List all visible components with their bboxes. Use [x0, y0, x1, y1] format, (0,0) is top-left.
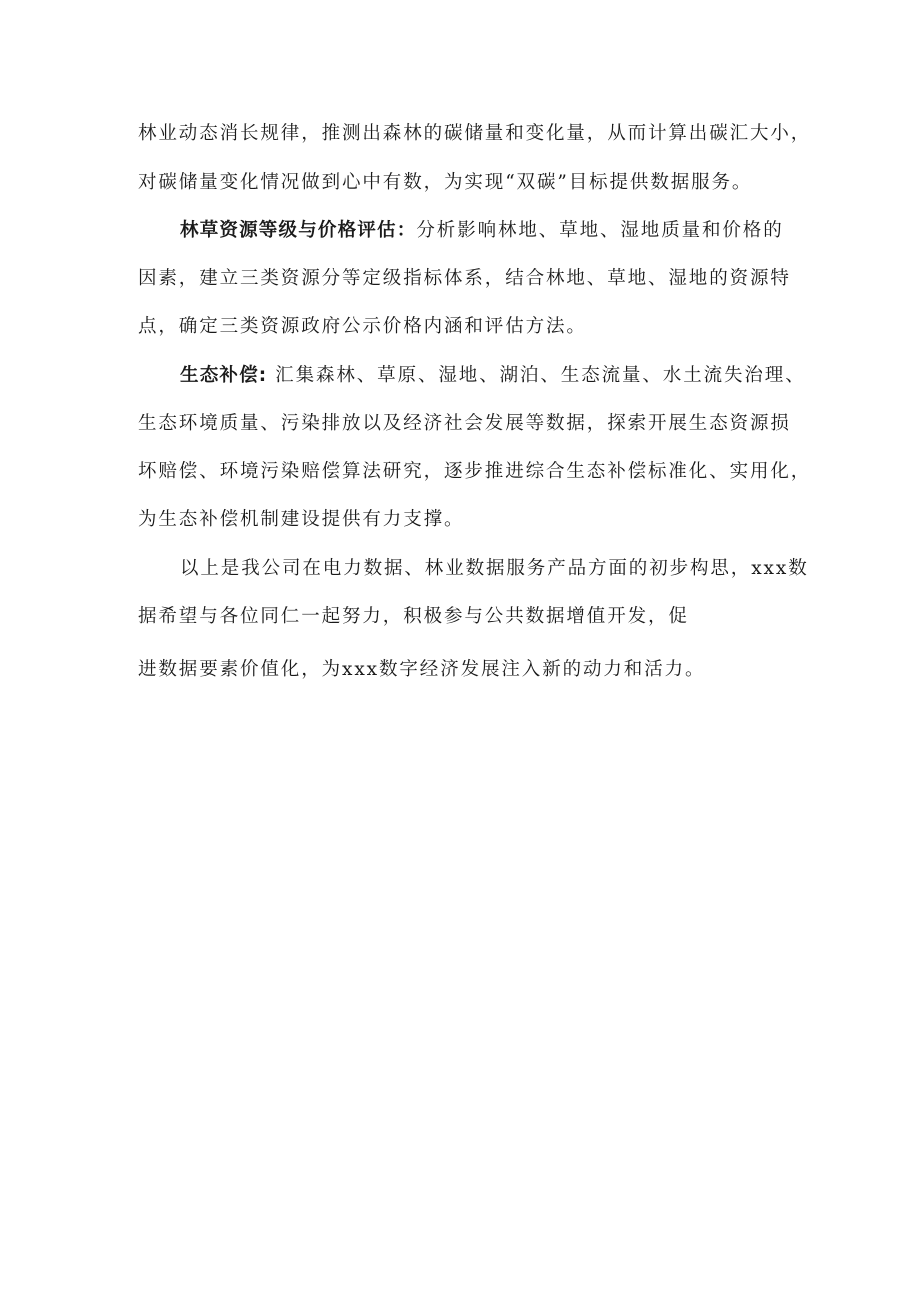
para3-line2: 生态环境质量、污染排放以及经济社会发展等数据，探索开展生态资源损: [138, 413, 791, 434]
para3-line4: 为生态补偿机制建设提供有力支撑。: [138, 509, 465, 530]
para4-line2: 据希望与各位同仁一起努力，积极参与公共数据增值开发，促: [138, 606, 689, 627]
para4-line1: 以上是我公司在电力数据、林业数据服务产品方面的初步构思，xxx数: [180, 558, 809, 579]
para2-line3: 点，确定三类资源政府公示价格内涵和评估方法。: [138, 316, 587, 337]
para3-heading: 生态补偿:: [180, 365, 268, 386]
para2-line2: 因素，建立三类资源分等定级指标体系，结合林地、草地、湿地的资源特: [138, 268, 791, 289]
para2-line1: [180, 219, 784, 243]
para1-line1: 林业动态消长规律，推测出森林的碳储量和变化量，从而计算出碳汇大小，: [138, 123, 812, 144]
para3-line3: 坏赔偿、环境污染赔偿算法研究，逐步推进综合生态补偿标准化、实用化，: [138, 461, 812, 482]
para3-line1-text: 汇集森林、草原、湿地、湖泊、生态流量、水土流失治理、: [267, 365, 806, 386]
para2-heading: 林草资源等级与价格评估：: [180, 220, 417, 241]
para4-line3: 进数据要素价值化，为xxx数字经济发展注入新的动力和活力。: [138, 659, 706, 680]
para1-line2: 对碳储量变化情况做到心中有数，为实现“双碳”目标提供数据服务。: [138, 172, 753, 193]
para3-line1: [180, 364, 806, 388]
para2-line1-text: 分析影响林地、草地、湿地质量和价格的: [416, 220, 784, 241]
